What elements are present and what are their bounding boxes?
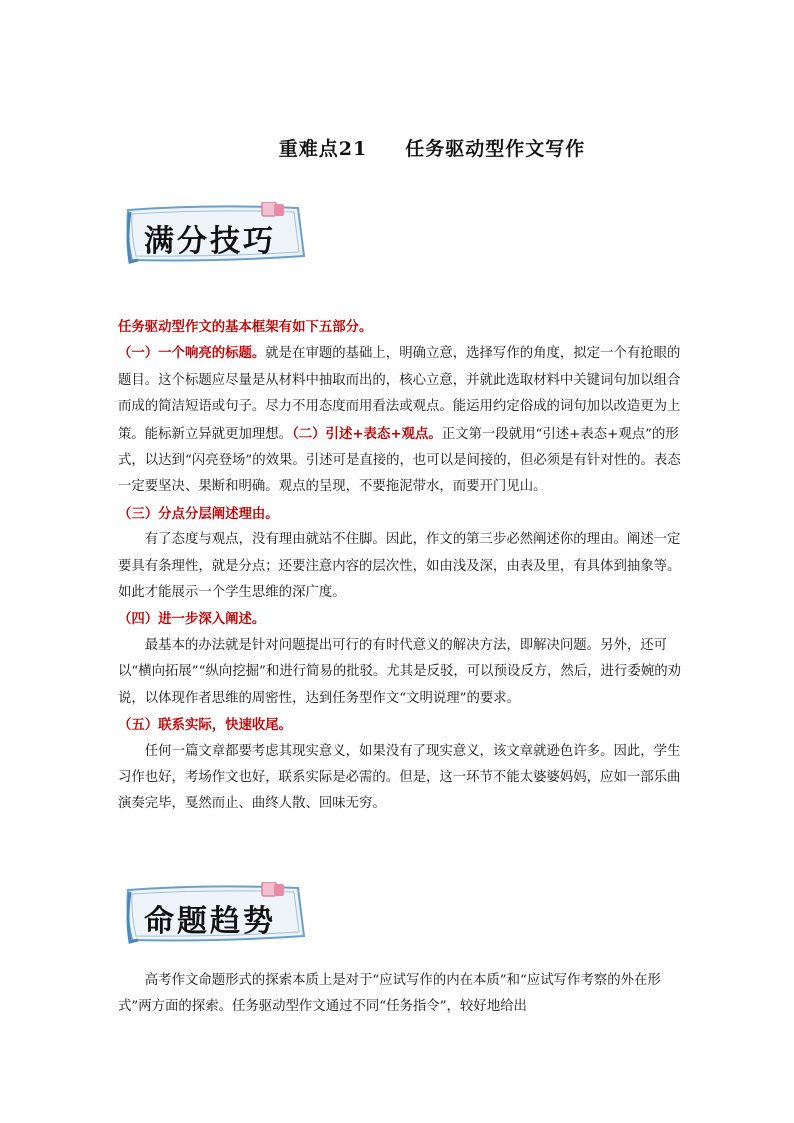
paragraph-5: 任何一篇文章都要考虑其现实意义，如果没有了现实意义，该文章就逊色许多。因此，学生习作也好，考场作文也好，联系实际是必需的。但是，这一环节不能太婆婆妈妈，应如一部乐曲演奏完毕，戛然而止、曲终人散、回味无穷。 [118, 743, 681, 812]
paragraph-1-text: 就是在审题的基础上，明确立意，选择写作的角度，拟定一个有抢眼的题目。这个标题应尽量是从材料中抽取而出的，核心立意，并就此选取材料中关键词句加以组合而成的简洁短语或句子。尽力不用态度而用看法或观点。能运用约定俗成的词句加以改造更为上策。能标新立异就更加理想。 [118, 346, 681, 442]
trend-paragraph: 高考作文命题形式的探索本质上是对于“应试写作的内在本质”和“应试写作考察的外在形式”两方面的探索。任务驱动型作文通过不同“任务指令”，较好地给出 [118, 973, 661, 1015]
title-text: 任务驱动型作文写作 [405, 138, 586, 160]
subheading-5: （五）联系实际，快速收尾。 [118, 717, 293, 734]
section-tips [118, 314, 682, 818]
subheading-1: （一）一个响亮的标题。 [118, 345, 266, 362]
page-title [0, 134, 794, 161]
paragraph-3: 有了态度与观点，没有理由就站不住脚。因此，作文的第三步必然阐述你的理由。阐述一定要具有条理性，就是分点；还要注意内容的层次性，如由浅及深，由表及里，有具体到抽象等。如此才能展示一个学生思维的深广度。 [118, 532, 681, 601]
paragraph-4: 最基本的办法就是针对问题提出可行的有时代意义的解决方法，即解决问题。另外，还可以“横向拓展”“纵向挖掘”和进行简易的批驳。尤其是反驳，可以预设反方，然后，进行委婉的劝说，以体现作者思维的周密性，达到任务型作文“文明说理”的要求。 [118, 637, 682, 706]
subheading-3: （三）分点分层阐述理由。 [118, 505, 279, 522]
banner-trend-label: 命题趋势 [144, 904, 276, 939]
title-number: 重难点21 [278, 138, 368, 160]
paragraph-1 [118, 340, 682, 500]
section-heading: 任务驱动型作文的基本框架有如下五部分。 [118, 319, 373, 335]
subheading-4: （四）进一步深入阐述。 [118, 611, 266, 628]
subheading-2: （二）引述+表态+观点。 [292, 425, 442, 442]
banner-tips [122, 202, 312, 268]
section-trend [118, 968, 682, 1021]
banner-trend [122, 882, 312, 948]
paragraph-2-text: 正文第一段就用“引述+表态+观点”的形式，以达到“闪亮登场”的效果。引述可是直接的，也可以是间接的，但必须是有针对性的。表态一定要坚决、果断和明确。观点的呈现，不要拖泥带水，而要开门见山。 [118, 426, 681, 495]
banner-tips-label: 满分技巧 [144, 224, 276, 259]
